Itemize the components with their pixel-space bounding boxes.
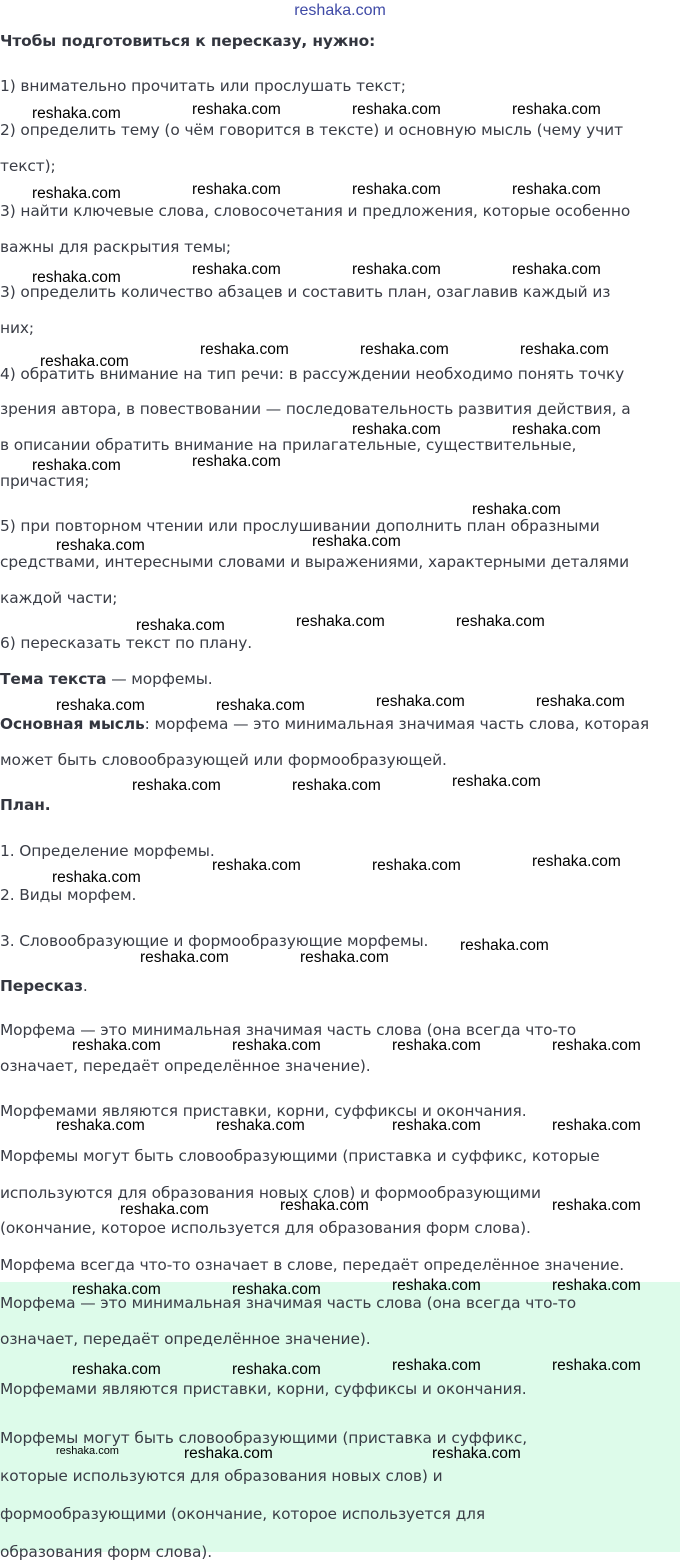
topic-text: — морфемы. [106, 670, 213, 688]
intro-step: текст); [0, 157, 56, 175]
watermark: reshaka.com [56, 697, 145, 714]
watermark: reshaka.com [232, 1037, 321, 1054]
watermark: reshaka.com [56, 1117, 145, 1134]
retelling-line: Морфемами являются приставки, корни, суффиксы и окончания. [0, 1102, 527, 1120]
main-idea-text-continued: может быть словообразующей или формообразующей. [0, 751, 447, 769]
watermark: reshaka.com [216, 697, 305, 714]
watermark: reshaka.com [352, 421, 441, 438]
answer-line: означает, передаёт определённое значение). [0, 1330, 371, 1348]
answer-line: Морфема — это минимальная значимая часть слова (она всегда что-то [0, 1294, 577, 1312]
watermark: reshaka.com [52, 869, 141, 886]
watermark: reshaka.com [132, 777, 221, 794]
watermark: reshaka.com [392, 1037, 481, 1054]
intro-step: них; [0, 319, 34, 337]
retelling-line: означает, передаёт определённое значение). [0, 1057, 371, 1075]
watermark: reshaka.com [72, 1037, 161, 1054]
watermark: reshaka.com [192, 261, 281, 278]
watermark: reshaka.com [232, 1281, 321, 1298]
answer-line: Морфемы могут быть словообразующими (приставка и суффикс, [0, 1429, 528, 1447]
watermark: reshaka.com [216, 1117, 305, 1134]
watermark: reshaka.com [552, 1357, 641, 1374]
retelling-line: Морфемы могут быть словообразующими (приставка и суффикс, которые [0, 1147, 600, 1165]
watermark: reshaka.com [472, 501, 561, 518]
watermark: reshaka.com [512, 421, 601, 438]
watermark: reshaka.com [56, 537, 145, 554]
answer-line: которые используются для образования новых слов) и [0, 1467, 443, 1485]
answer-line: формообразующими (окончание, которое используется для [0, 1505, 486, 1523]
watermark: reshaka.com [32, 269, 121, 286]
watermark: reshaka.com [140, 949, 229, 966]
watermark: reshaka.com [192, 181, 281, 198]
watermark: reshaka.com [56, 1445, 119, 1457]
watermark: reshaka.com [372, 857, 461, 874]
watermark: reshaka.com [392, 1277, 481, 1294]
watermark: reshaka.com [32, 185, 121, 202]
retelling-line: Морфема — это минимальная значимая часть слова (она всегда что-то [0, 1021, 577, 1039]
watermark: reshaka.com [40, 353, 129, 370]
plan-item: 2. Виды морфем. [0, 886, 137, 904]
retelling-line: Морфема всегда что-то означает в слове, передаёт определённое значение. [0, 1256, 625, 1274]
watermark: reshaka.com [32, 105, 121, 122]
watermark: reshaka.com [452, 773, 541, 790]
watermark: reshaka.com [232, 1361, 321, 1378]
watermark: reshaka.com [192, 453, 281, 470]
intro-step: 4) обратить внимание на тип речи: в рассуждении необходимо понять точку [0, 365, 625, 383]
watermark: reshaka.com [32, 457, 121, 474]
watermark: reshaka.com [300, 949, 389, 966]
watermark: reshaka.com [212, 857, 301, 874]
intro-step: 5) при повторном чтении или прослушивании дополнить план образными [0, 517, 600, 535]
watermark: reshaka.com [532, 853, 621, 870]
watermark: reshaka.com [512, 101, 601, 118]
watermark: reshaka.com [352, 101, 441, 118]
intro-step: 3) определить количество абзацев и составить план, озаглавив каждый из [0, 283, 611, 301]
intro-step: в описании обратить внимание на прилагательные, существительные, [0, 436, 577, 454]
watermark: reshaka.com [352, 261, 441, 278]
watermark: reshaka.com [520, 341, 609, 358]
retelling-line: (окончание, которое используется для образования форм слова). [0, 1219, 531, 1237]
watermark: reshaka.com [392, 1117, 481, 1134]
watermark: reshaka.com [352, 181, 441, 198]
retelling-heading [0, 976, 88, 996]
watermark: reshaka.com [432, 1445, 521, 1462]
watermark: reshaka.com [552, 1277, 641, 1294]
watermark: reshaka.com [552, 1117, 641, 1134]
watermark: reshaka.com [72, 1281, 161, 1298]
main-idea-label: Основная мысль [0, 715, 145, 733]
watermark: reshaka.com [292, 777, 381, 794]
plan-item: 1. Определение морфемы. [0, 842, 215, 860]
watermark: reshaka.com [552, 1037, 641, 1054]
main-idea-line [0, 714, 649, 734]
watermark: reshaka.com [360, 341, 449, 358]
answer-line: Морфемами являются приставки, корни, суффиксы и окончания. [0, 1380, 527, 1398]
watermark: reshaka.com [192, 101, 281, 118]
answer-line: образования форм слова). [0, 1543, 212, 1561]
watermark: reshaka.com [552, 1197, 641, 1214]
topic-line [0, 669, 213, 689]
watermark: reshaka.com [280, 1197, 369, 1214]
watermark: reshaka.com [120, 1201, 209, 1218]
intro-step: каждой части; [0, 589, 118, 607]
retelling-label: Пересказ [0, 977, 83, 995]
plan-heading: План. [0, 796, 51, 814]
site-header-link[interactable]: reshaka.com [294, 2, 386, 19]
intro-step: причастия; [0, 472, 90, 490]
watermark: reshaka.com [536, 693, 625, 710]
intro-step: 1) внимательно прочитать или прослушать текст; [0, 77, 406, 95]
watermark: reshaka.com [460, 937, 549, 954]
watermark: reshaka.com [184, 1445, 273, 1462]
retelling-label-suffix: . [82, 977, 88, 995]
watermark: reshaka.com [200, 341, 289, 358]
watermark: reshaka.com [312, 533, 401, 550]
plan-item: 3. Словообразующие и формообразующие морфемы. [0, 932, 429, 950]
intro-step: важны для раскрытия темы; [0, 238, 231, 256]
watermark: reshaka.com [512, 181, 601, 198]
topic-label: Тема текста [0, 670, 107, 688]
intro-step: 2) определить тему (о чём говорится в тексте) и основную мысль (чему учит [0, 121, 623, 139]
intro-step: средствами, интересными словами и выражениями, характерными деталями [0, 553, 630, 571]
main-idea-text: : морфема — это минимальная значимая часть слова, которая [144, 715, 650, 733]
watermark: reshaka.com [72, 1361, 161, 1378]
watermark: reshaka.com [392, 1357, 481, 1374]
watermark: reshaka.com [456, 613, 545, 630]
intro-step: 3) найти ключевые слова, словосочетания и предложения, которые особенно [0, 202, 631, 220]
watermark: reshaka.com [512, 261, 601, 278]
intro-step: зрения автора, в повествовании — последовательность развития действия, а [0, 400, 631, 418]
intro-heading: Чтобы подготовиться к пересказу, нужно: [0, 32, 376, 50]
watermark: reshaka.com [136, 617, 225, 634]
retelling-line: используются для образования новых слов) и формообразующими [0, 1184, 541, 1202]
intro-step: 6) пересказать текст по плану. [0, 634, 253, 652]
watermark: reshaka.com [296, 613, 385, 630]
watermark: reshaka.com [376, 693, 465, 710]
